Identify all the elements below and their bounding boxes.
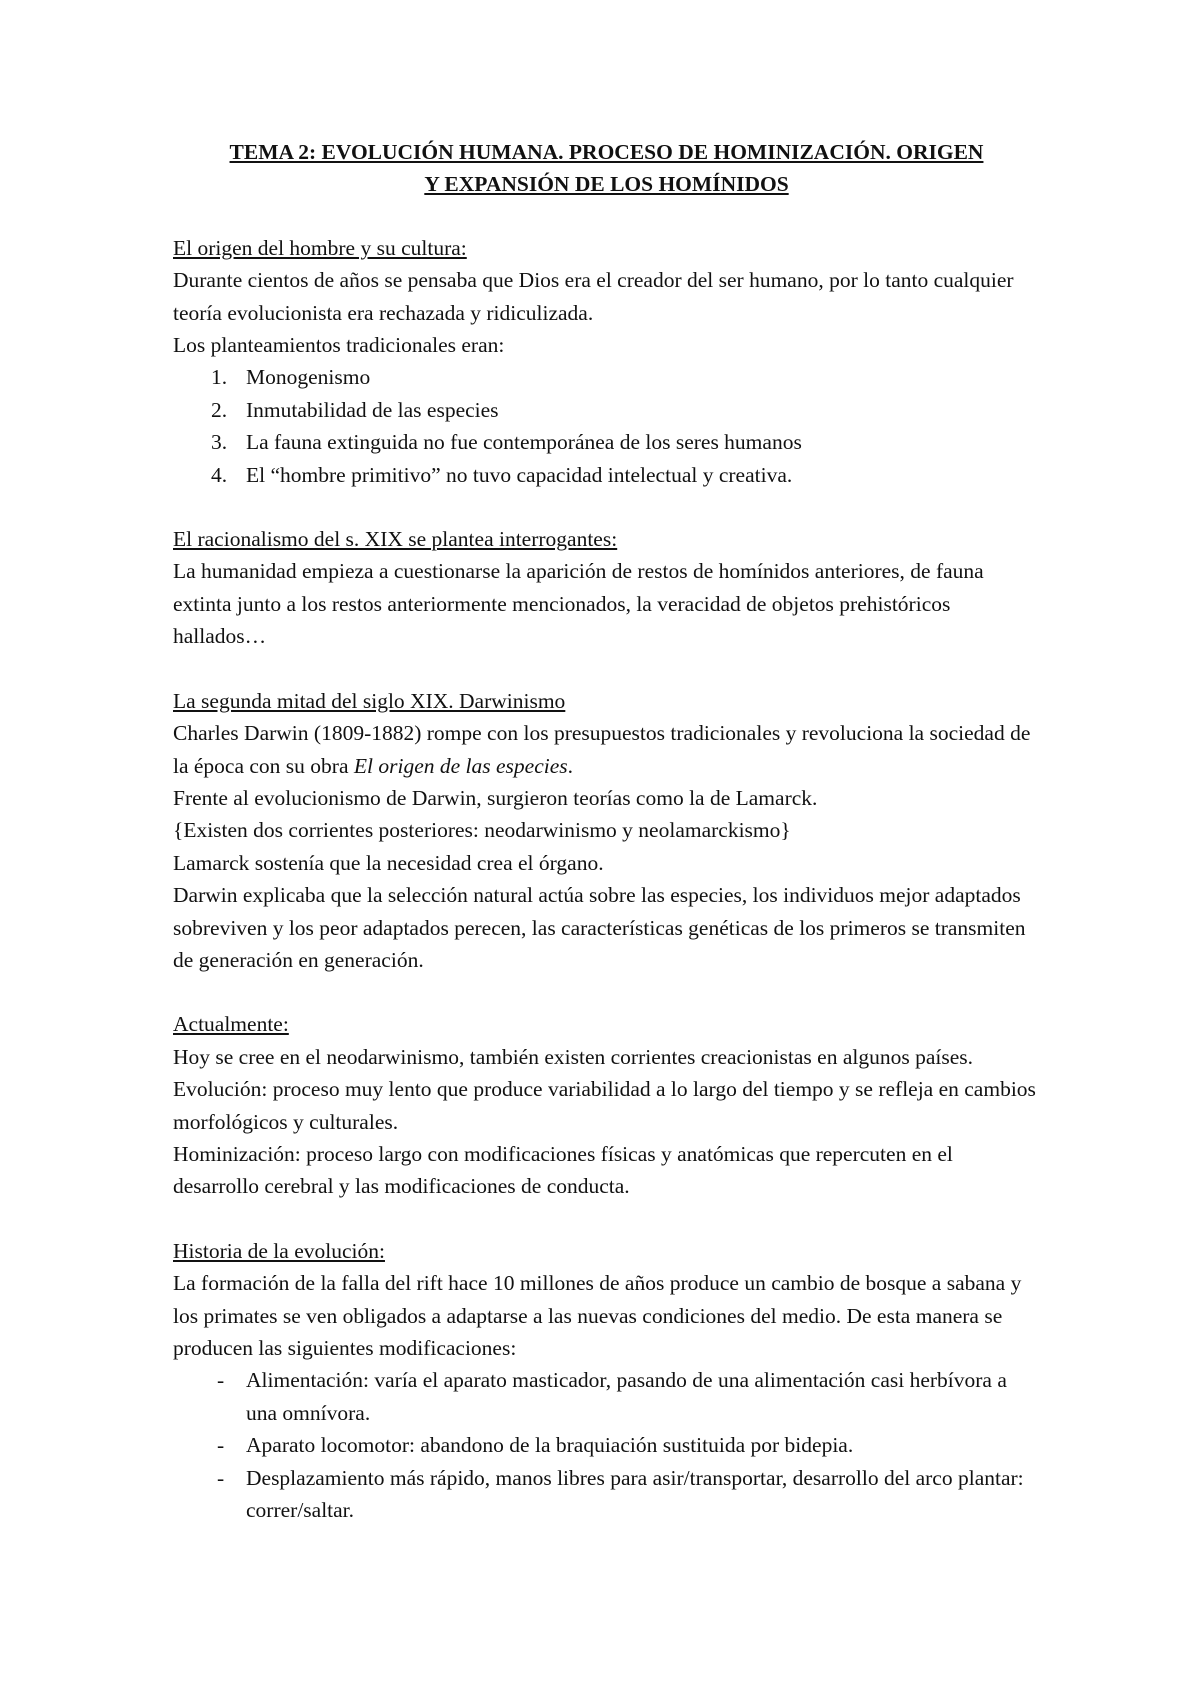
paragraph-text: . — [567, 753, 574, 778]
paragraph: Evolución: proceso muy lento que produce variabilidad a lo largo del tiempo y se refleja en cambios morfológicos y culturales. — [173, 1077, 1036, 1134]
paragraph: Durante cientos de años se pensaba que Dios era el creador del ser humano, por lo tanto cualquier teoría evolucionista era rechazada y ridiculizada. — [173, 268, 1014, 325]
section-heading: Historia de la evolución: — [173, 1238, 385, 1263]
section-heading: La segunda mitad del siglo XIX. Darwinismo — [173, 688, 566, 713]
list-item — [173, 426, 1040, 458]
list-item-text: Inmutabilidad de las especies — [246, 397, 499, 422]
list-item-text: Alimentación: varía el aparato masticador, pasando de una alimentación casi herbívora a una omnívora. — [246, 1368, 1007, 1425]
list-marker: - — [217, 1368, 225, 1393]
list-item — [173, 361, 1040, 393]
document-title — [173, 136, 1040, 201]
document-body — [173, 136, 1040, 1558]
traditional-list — [173, 361, 1040, 491]
title-line-1: TEMA 2: EVOLUCIÓN HUMANA. PROCESO DE HOMINIZACIÓN. ORIGEN — [229, 140, 984, 164]
list-marker: 2. — [211, 397, 228, 422]
paragraph-text: Charles Darwin (1809-1882) rompe con los presupuestos tradicionales y revoluciona la sociedad de la época con su obra — [173, 721, 1031, 778]
list-marker: 4. — [211, 462, 228, 487]
paragraph — [173, 717, 1040, 782]
section-rationalism — [173, 523, 1040, 653]
list-item-text: La fauna extinguida no fue contemporánea de los seres humanos — [246, 430, 802, 455]
list-marker: 3. — [211, 430, 228, 455]
list-item-text: Monogenismo — [246, 365, 371, 390]
section-heading: El origen del hombre y su cultura: — [173, 235, 467, 260]
section-evolution-history — [173, 1235, 1040, 1527]
list-item-text: El “hombre primitivo” no tuvo capacidad intelectual y creativa. — [246, 462, 793, 487]
list-marker: - — [217, 1433, 225, 1458]
section-currently — [173, 1008, 1040, 1202]
list-item — [173, 1364, 1040, 1429]
paragraph: La humanidad empieza a cuestionarse la aparición de restos de homínidos anteriores, de fauna extinta junto a los restos anteriormente mencionados, la veracidad de objetos prehistóricos hallados… — [173, 559, 984, 649]
list-marker: - — [217, 1465, 225, 1490]
paragraph: Lamarck sostenía que la necesidad crea el órgano. — [173, 850, 604, 875]
paragraph: Hominización: proceso largo con modificaciones físicas y anatómicas que repercuten en el desarrollo cerebral y las modificaciones de conducta. — [173, 1141, 953, 1199]
paragraph: {Existen dos corrientes posteriores: neodarwinismo y neolamarckismo} — [173, 818, 791, 843]
paragraph: La formación de la falla del rift hace 10 millones de años produce un cambio de bosque a sabana y los primates se ven obligados a adaptarse a las nuevas condiciones del medio. De esta manera se producen las siguientes modificaciones: — [173, 1271, 1022, 1360]
title-line-2: Y EXPANSIÓN DE LOS HOMÍNIDOS — [424, 172, 789, 197]
section-heading: Actualmente: — [173, 1012, 289, 1037]
paragraph: Frente al evolucionismo de Darwin, surgieron teorías como la de Lamarck. — [173, 785, 818, 810]
list-item — [173, 459, 1040, 491]
section-heading: El racionalismo del s. XIX se plantea interrogantes: — [173, 527, 618, 552]
modifications-list — [173, 1364, 1040, 1526]
paragraph: Darwin explicaba que la selección natural actúa sobre las especies, los individuos mejor adaptados sobreviven y los peor adaptados perecen, las características genéticas de los primeros se transmiten de generación en generación. — [173, 883, 1026, 972]
list-item-text: Aparato locomotor: abandono de la braquiación sustituida por bidepia. — [246, 1433, 854, 1458]
list-marker: 1. — [211, 365, 228, 390]
list-item-text: Desplazamiento más rápido, manos libres para asir/transportar, desarrollo del arco plantar: correr/saltar. — [246, 1465, 1024, 1523]
book-title: El origen de las especies — [353, 753, 568, 778]
section-darwinism — [173, 685, 1040, 977]
paragraph: Hoy se cree en el neodarwinismo, también existen corrientes creacionistas en algunos países. — [173, 1044, 974, 1069]
paragraph: Los planteamientos tradicionales eran: — [173, 333, 505, 358]
list-item — [173, 1462, 1040, 1527]
list-item — [173, 1429, 1040, 1461]
list-item — [173, 394, 1040, 426]
section-origin — [173, 232, 1040, 491]
